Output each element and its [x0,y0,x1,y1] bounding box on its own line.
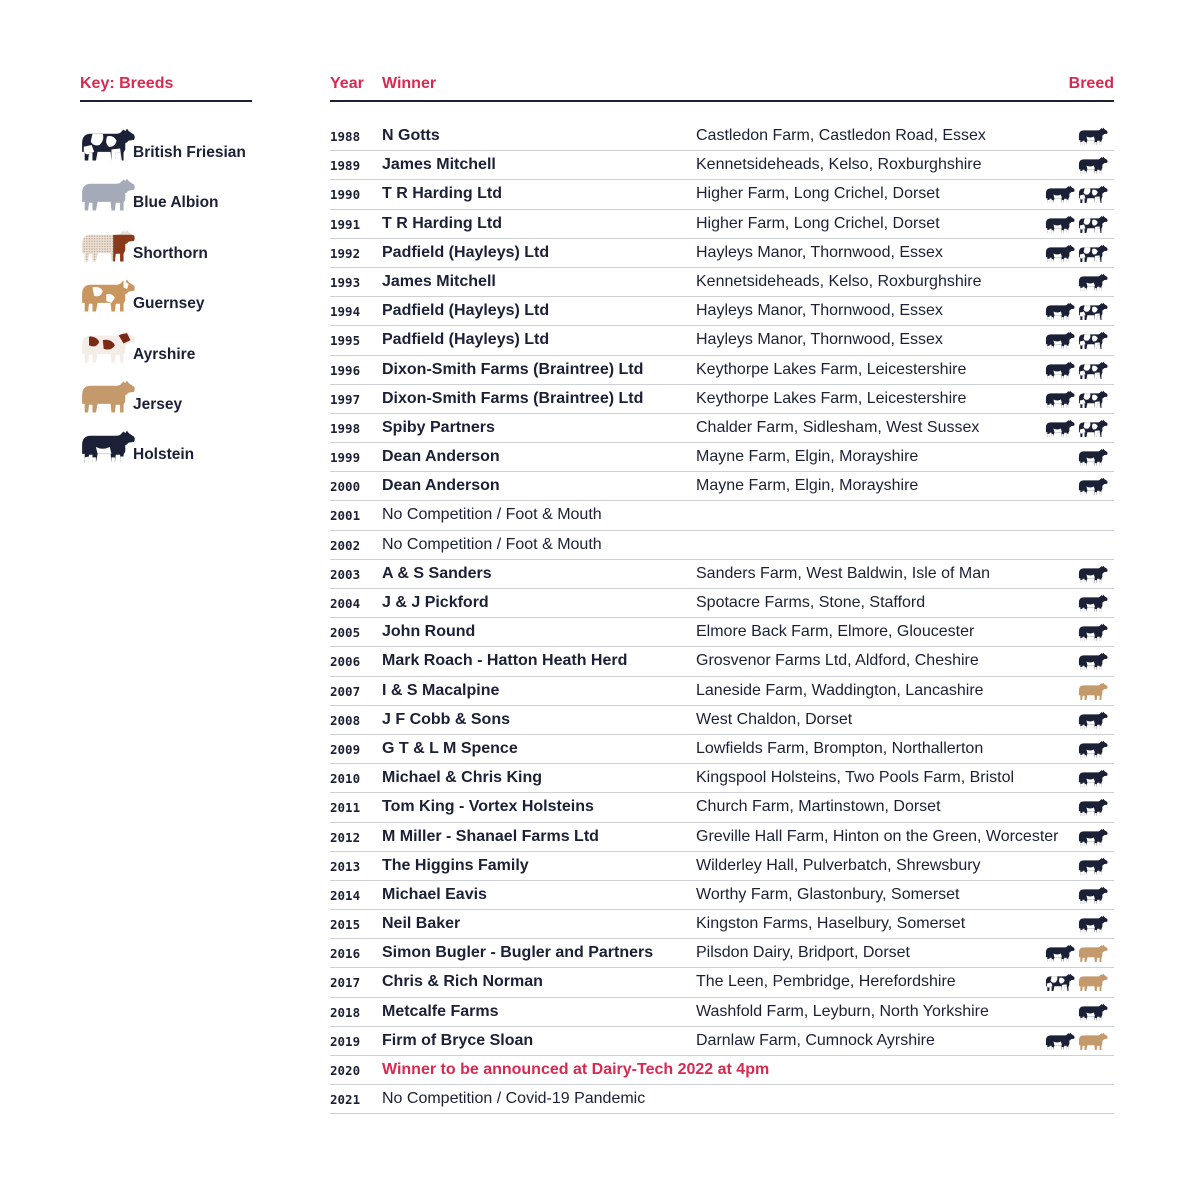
key-item-guernsey [80,277,252,327]
table-row [330,998,1114,1027]
ayrshire-cow-icon [80,328,136,366]
key-label: Jersey [133,395,183,413]
friesian-cow-icon [1045,972,1075,993]
table-row [330,472,1114,501]
row-breeds [1045,389,1108,411]
row-winner: G T & L M Spence [382,739,518,757]
row-location: Hayleys Manor, Thornwood, Essex [696,243,943,261]
row-winner: I & S Macalpine [382,681,500,699]
row-location: Greville Hall Farm, Hinton on the Green, Worcester [696,827,1059,845]
row-location: Spotacre Farms, Stone, Stafford [696,594,926,611]
table-row [330,823,1114,852]
row-breeds [1078,651,1108,673]
table-row [330,239,1114,268]
holstein-cow-icon [1078,797,1108,818]
row-year: 2006 [330,654,361,670]
jersey-cow-icon [1078,681,1108,702]
holstein-cow-icon [1078,593,1108,614]
row-winner: J F Cobb & Sons [382,710,510,728]
row-winner: Dixon-Smith Farms (Braintree) Ltd [382,389,644,407]
table-row [330,939,1114,968]
row-year: 2009 [330,741,361,757]
row-year: 2008 [330,712,361,728]
table-row [330,1027,1114,1056]
row-winner: Michael Eavis [382,885,487,903]
holstein-cow-icon [1078,768,1108,789]
holstein-cow-icon [1045,243,1075,264]
row-breeds [1078,476,1108,498]
holstein-cow-icon [1045,330,1075,351]
row-location: Sanders Farm, West Baldwin, Isle of Man [696,564,991,582]
header-breed: Breed [1068,75,1114,92]
row-year: 2000 [330,479,361,495]
row-breeds [1078,681,1108,703]
row-location: Keythorpe Lakes Farm, Leicestershire [696,389,967,407]
jersey-cow-icon [1078,1031,1108,1052]
holstein-cow-icon [1078,622,1108,643]
holstein-cow-icon [80,428,136,466]
row-location: Higher Farm, Long Crichel, Dorset [696,185,940,203]
table-row [330,735,1114,764]
holstein-cow-icon [1078,885,1108,906]
table-row [330,326,1114,355]
row-year: 2002 [330,537,361,553]
table-row [330,793,1114,822]
row-breeds [1045,360,1108,382]
row-location: Mayne Farm, Elgin, Morayshire [696,448,919,466]
table-row [330,1085,1114,1114]
row-location: Kingston Farms, Haselbury, Somerset [696,915,966,933]
row-year: 2004 [330,596,361,611]
row-winner: James Mitchell [382,156,496,174]
row-breeds [1078,856,1108,878]
row-location: West Chaldon, Dorset [696,710,853,728]
row-breeds [1078,1002,1108,1024]
table-row [330,589,1114,618]
row-breeds [1078,739,1108,761]
row-location: The Leen, Pembridge, Herefordshire [696,973,956,991]
row-winner: M Miller - Shanael Farms Ltd [382,827,599,845]
table-row [330,268,1114,297]
row-winner: No Competition / Covid-19 Pandemic [382,1090,646,1108]
row-winner: Chris & Rich Norman [382,973,543,991]
row-breeds [1045,184,1108,206]
row-breeds [1045,330,1108,352]
row-year: 2018 [330,1004,361,1020]
friesian-cow-icon [1078,389,1108,410]
row-year: 1988 [330,129,361,144]
table-row [330,968,1114,997]
row-winner: Mark Roach - Hatton Heath Herd [382,652,628,670]
holstein-cow-icon [1078,155,1108,176]
key-item-friesian [80,126,252,176]
key-list [80,126,252,479]
table-row [330,180,1114,209]
table-row [330,297,1114,326]
row-year: 2019 [330,1033,361,1049]
row-breeds [1078,126,1108,148]
row-year: 1998 [330,420,361,436]
table-row [330,647,1114,676]
row-location: Kennetsideheads, Kelso, Roxburghshire [696,272,982,290]
friesian-cow-icon [1078,360,1108,381]
row-breeds [1078,593,1108,615]
friesian-cow-icon [1078,184,1108,205]
row-winner: James Mitchell [382,272,496,290]
row-breeds [1078,155,1108,177]
row-winner: Dean Anderson [382,477,500,495]
row-location: Higher Farm, Long Crichel, Dorset [696,214,940,232]
table-header [330,72,1114,102]
row-year: 2003 [330,566,361,582]
holstein-cow-icon [1078,651,1108,672]
row-location: Hayleys Manor, Thornwood, Essex [696,302,943,320]
table-row [330,677,1114,706]
row-location: Elmore Back Farm, Elmore, Gloucester [696,623,975,641]
row-year: 2010 [330,771,361,787]
row-winner: T R Harding Ltd [382,214,502,232]
holstein-cow-icon [1078,856,1108,877]
key-item-holstein [80,428,252,478]
row-winner: Metcalfe Farms [382,1002,499,1020]
holstein-cow-icon [1045,418,1075,439]
row-location: Worthy Farm, Glastonbury, Somerset [696,885,960,903]
table-row [330,881,1114,910]
row-year: 1993 [330,274,361,290]
row-winner: J & J Pickford [382,594,489,611]
row-year: 1997 [330,391,361,407]
holstein-cow-icon [1045,301,1075,322]
row-location: Mayne Farm, Elgin, Morayshire [696,477,919,495]
row-winner: John Round [382,623,476,641]
row-winner: Spiby Partners [382,418,495,436]
row-winner: T R Harding Ltd [382,185,502,203]
table-row [330,122,1114,151]
row-breeds [1045,1031,1108,1053]
holstein-cow-icon [1045,184,1075,205]
row-location: Laneside Farm, Waddington, Lancashire [696,681,984,699]
key-item-ayrshire [80,328,252,378]
key-label: Ayrshire [133,345,196,363]
row-winner: No Competition / Foot & Mouth [382,506,602,524]
table-row [330,560,1114,589]
holstein-cow-icon [1045,389,1075,410]
row-year: 2021 [330,1092,361,1108]
table-row [330,618,1114,647]
key-divider [80,100,252,102]
row-location: Lowfields Farm, Brompton, Northallerton [696,739,984,757]
row-year: 2014 [330,887,361,903]
row-winner: No Competition / Foot & Mouth [382,535,602,553]
row-breeds [1078,914,1108,936]
row-winner: Tom King - Vortex Holsteins [382,798,594,816]
row-breeds [1045,301,1108,323]
row-year: 1991 [330,216,361,232]
holstein-cow-icon [1045,214,1075,235]
table-row [330,1056,1114,1085]
row-winner: Michael & Chris King [382,769,543,787]
jersey-cow-icon [1078,972,1108,993]
winners-table [330,72,1114,1114]
row-breeds [1078,827,1108,849]
row-breeds [1078,272,1108,294]
row-location: Kingspool Holsteins, Two Pools Farm, Bristol [696,769,1015,787]
row-year: 2001 [330,508,361,524]
row-year: 2017 [330,975,361,991]
row-breeds [1045,418,1108,440]
row-year: 2016 [330,946,361,962]
friesian-cow-icon [1078,301,1108,322]
row-year: 1996 [330,362,361,378]
row-year: 2007 [330,683,361,699]
table-row [330,356,1114,385]
friesian-cow-icon [1078,243,1108,264]
table-row [330,706,1114,735]
table-row [330,764,1114,793]
row-location: Kennetsideheads, Kelso, Roxburghshire [696,156,982,174]
holstein-cow-icon [1078,476,1108,497]
row-winner: The Higgins Family [382,856,529,874]
row-winner: Winner to be announced at Dairy-Tech 2022 at 4pm [382,1061,770,1078]
table-row [330,910,1114,939]
row-breeds [1078,447,1108,469]
row-year: 2005 [330,625,361,641]
table-row [330,531,1114,560]
row-winner: Simon Bugler - Bugler and Partners [382,944,654,962]
row-location: Chalder Farm, Sidlesham, West Sussex [696,418,980,436]
table-row [330,385,1114,414]
row-location: Church Farm, Martinstown, Dorset [696,798,941,816]
holstein-cow-icon [1078,447,1108,468]
key-label: Shorthorn [133,244,208,262]
row-breeds [1078,768,1108,790]
row-location: Grosvenor Farms Ltd, Aldford, Cheshire [696,652,979,670]
table-row [330,501,1114,530]
table-row [330,852,1114,881]
key-item-blue-albion [80,176,252,226]
key-label: Holstein [133,446,195,464]
row-winner: Padfield (Hayleys) Ltd [382,302,550,320]
row-year: 2020 [330,1063,361,1078]
row-winner: Dixon-Smith Farms (Braintree) Ltd [382,360,644,378]
row-year: 1989 [330,158,361,174]
row-location: Darnlaw Farm, Cumnock Ayrshire [696,1031,935,1049]
key-label: Guernsey [133,295,205,313]
table-row [330,151,1114,180]
key-item-jersey [80,378,252,428]
jersey-cow-icon [1078,943,1108,964]
row-location: Wilderley Hall, Pulverbatch, Shrewsbury [696,856,981,874]
row-year: 2011 [330,800,361,816]
key-item-shorthorn [80,227,252,277]
row-breeds [1078,797,1108,819]
row-winner: Neil Baker [382,915,461,933]
row-winner: A & S Sanders [382,564,492,582]
holstein-cow-icon [1078,739,1108,760]
holstein-cow-icon [1045,943,1075,964]
holstein-cow-icon [1045,360,1075,381]
table-row [330,443,1114,472]
key-label: Blue Albion [133,194,219,212]
holstein-cow-icon [1078,564,1108,585]
row-breeds [1078,564,1108,586]
row-year: 1994 [330,304,361,320]
friesian-cow-icon [1078,330,1108,351]
row-year: 2013 [330,858,361,874]
holstein-cow-icon [1078,1002,1108,1023]
row-winner: Dean Anderson [382,448,500,466]
holstein-cow-icon [1078,827,1108,848]
holstein-cow-icon [1078,710,1108,731]
holstein-cow-icon [1078,126,1108,147]
shorthorn-cow-icon [80,227,136,265]
row-breeds [1078,885,1108,907]
row-location: Hayleys Manor, Thornwood, Essex [696,331,943,349]
row-winner: Firm of Bryce Sloan [382,1031,534,1049]
header-winner: Winner [382,75,437,92]
row-breeds [1078,710,1108,732]
friesian-cow-icon [1078,214,1108,235]
holstein-cow-icon [1045,1031,1075,1052]
row-year: 2015 [330,917,361,933]
row-location: Keythorpe Lakes Farm, Leicestershire [696,360,967,378]
friesian-cow-icon [80,126,136,164]
guernsey-cow-icon [80,277,136,315]
row-year: 1992 [330,245,361,261]
row-location: Washfold Farm, Leyburn, North Yorkshire [696,1002,989,1020]
holstein-cow-icon [1078,914,1108,935]
row-year: 1990 [330,187,361,203]
row-year: 1999 [330,450,361,466]
key-label: British Friesian [133,144,246,161]
header-year: Year [330,75,364,92]
friesian-cow-icon [1078,418,1108,439]
row-winner: N Gotts [382,127,440,144]
holstein-cow-icon [1078,272,1108,293]
row-winner: Padfield (Hayleys) Ltd [382,243,550,261]
jersey-cow-icon [80,378,136,416]
row-breeds [1045,214,1108,236]
row-breeds [1045,943,1108,965]
row-breeds [1078,622,1108,644]
breed-key [80,72,252,479]
row-breeds [1045,972,1108,994]
row-year: 1995 [330,333,361,349]
key-title: Key: Breeds [80,75,174,92]
table-body [330,122,1114,1114]
row-winner: Padfield (Hayleys) Ltd [382,331,550,349]
row-location: Pilsdon Dairy, Bridport, Dorset [696,944,910,962]
table-row [330,210,1114,239]
blue-albion-cow-icon [80,176,136,214]
row-location: Castledon Farm, Castledon Road, Essex [696,127,986,144]
row-year: 2012 [330,829,361,845]
table-row [330,414,1114,443]
row-breeds [1045,243,1108,265]
